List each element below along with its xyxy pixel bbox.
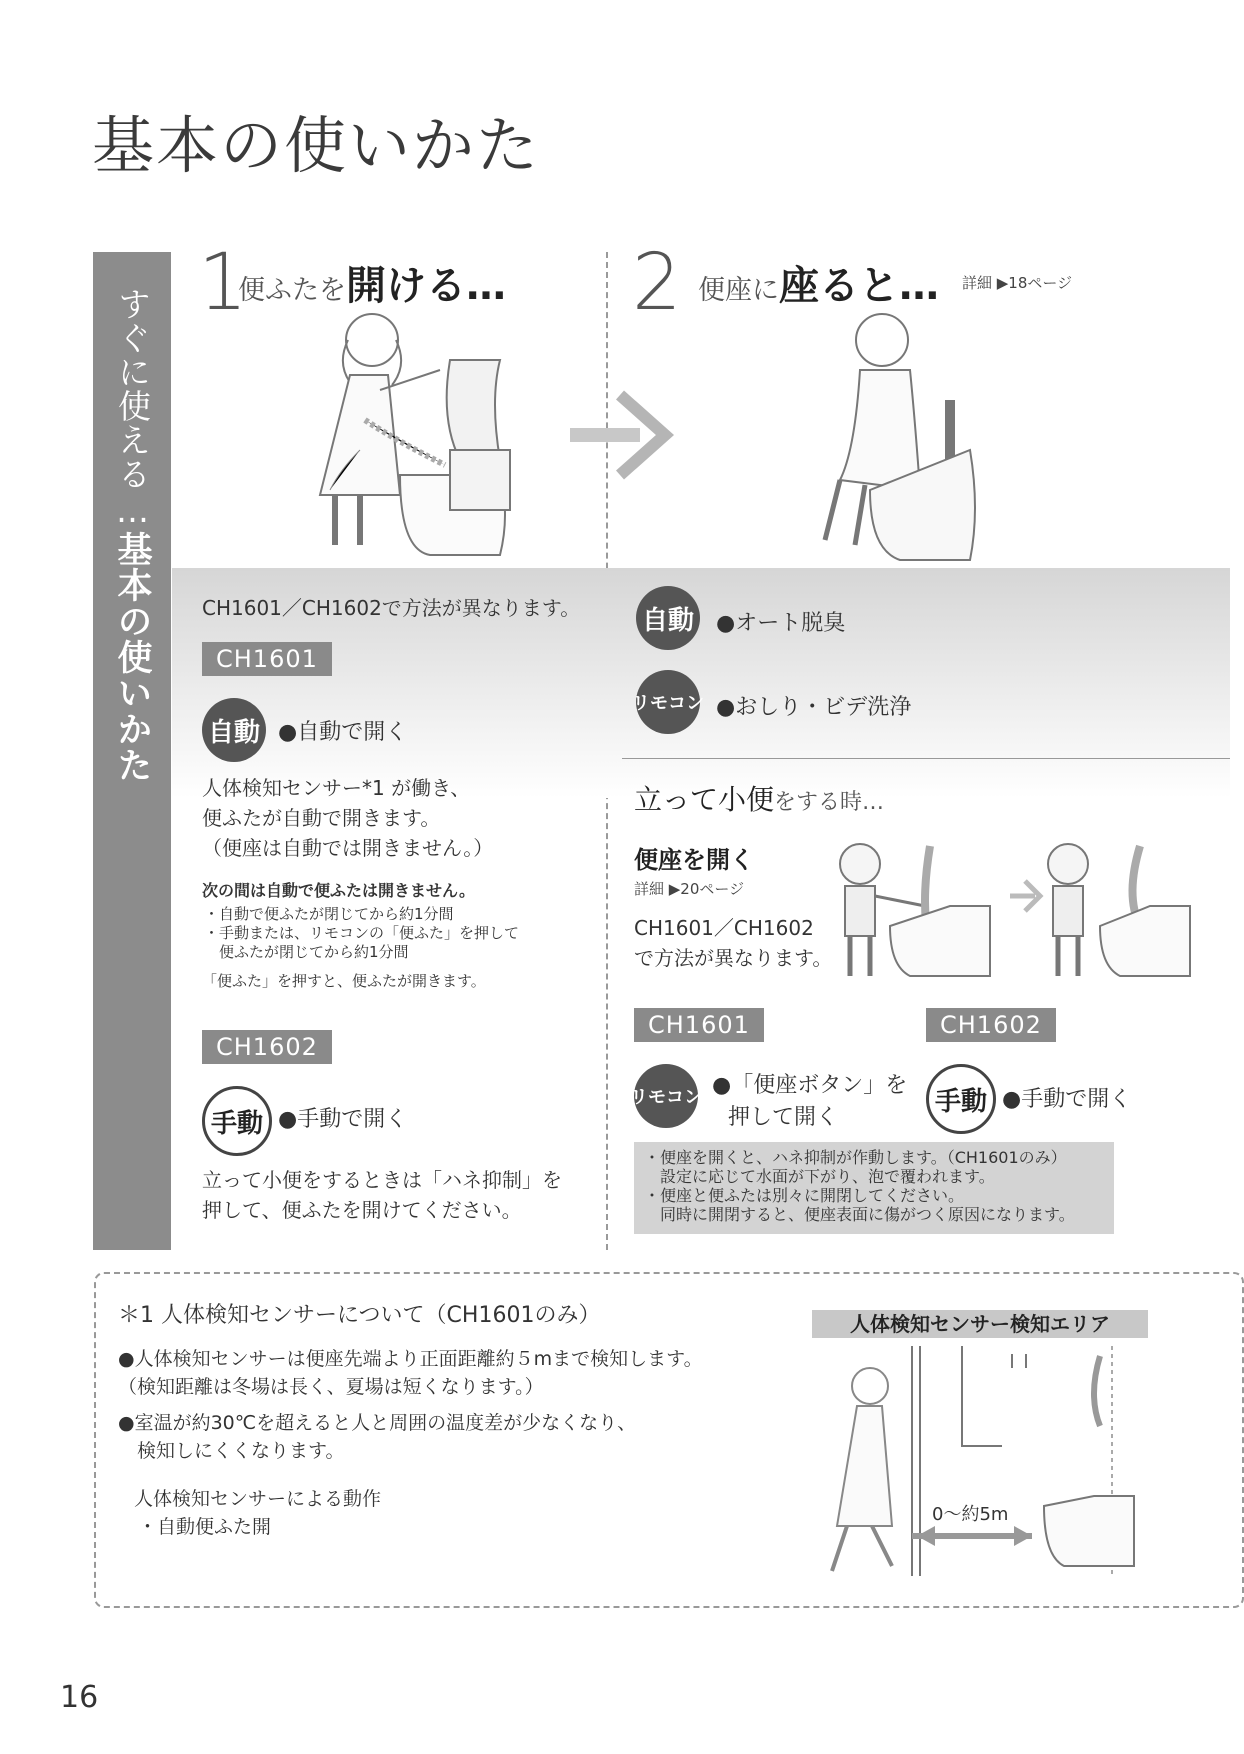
step1-number: 1 bbox=[198, 238, 248, 328]
sensor-desc-1: 人体検知センサー*1 が働き、 bbox=[202, 776, 471, 800]
page-title: 基本の使いかた bbox=[92, 109, 541, 182]
seat-button-text-2: 押して開く bbox=[728, 1105, 839, 1130]
auto-deodorize-text: ●オート脱臭 bbox=[716, 611, 846, 636]
urinate-heading-emph: 立って小便 bbox=[634, 783, 775, 816]
seat-note-4: 同時に開閉すると、便座表面に傷がつく原因になります。 bbox=[644, 1205, 1075, 1224]
step1-text: 便ふたを bbox=[238, 275, 346, 306]
arrow-right-icon bbox=[570, 390, 680, 480]
seat-note-1: ・便座を開くと、ハネ抑制が作動します。（CH1601のみ） bbox=[644, 1148, 1067, 1167]
urinate-desc-2: 押して、便ふたを開けてください。 bbox=[202, 1198, 522, 1222]
step2-detail: 詳細 ▶18ページ bbox=[962, 274, 1073, 292]
sidebar bbox=[93, 252, 171, 1250]
condition-note: 「便ふた」を押すと、便ふたが開きます。 bbox=[202, 972, 486, 990]
step2-emph: 座ると… bbox=[779, 263, 939, 309]
distance-label: 0～約5m bbox=[932, 1504, 1009, 1525]
step1-emph: 開ける… bbox=[346, 263, 506, 309]
sensor-desc-2: 便ふたが自動で開きます。 bbox=[202, 806, 441, 830]
method-note: CH1601／CH1602で方法が異なります。 bbox=[202, 596, 581, 620]
wash-text: ●おしり・ビデ洗浄 bbox=[716, 695, 912, 720]
step2-number: 2 bbox=[632, 238, 682, 328]
ch1601-badge-right: CH1601 bbox=[634, 1008, 764, 1042]
condition-title: 次の間は自動で便ふたは開きません。 bbox=[202, 881, 475, 900]
sensor-desc-3: （便座は自動では開きません。） bbox=[202, 836, 494, 860]
sensor-action-item: ・自動便ふた開 bbox=[138, 1516, 272, 1538]
sidebar-text-bold: 基本の使いかた bbox=[112, 531, 152, 783]
sidebar-label bbox=[93, 287, 171, 783]
condition-item-1: ・自動で便ふたが閉じてから約1分間 bbox=[204, 905, 454, 923]
manual-open-text: ●手動で開く bbox=[278, 1107, 408, 1132]
seat-note-3: ・便座と便ふたは別々に開閉してください。 bbox=[644, 1186, 965, 1205]
urinate-heading bbox=[634, 778, 884, 818]
footnote-bullet-3: ●室温が約30℃を超えると人と周囲の温度差が少なくなり、 bbox=[118, 1412, 637, 1434]
manual-icon-seat: 手動 bbox=[926, 1064, 996, 1134]
remote-icon: リモコン bbox=[636, 670, 700, 734]
footnote-bullet-2: （検知距離は冬場は長く、夏場は短くなります。） bbox=[118, 1376, 544, 1398]
footnote-bullet-4: 検知しにくくなります。 bbox=[118, 1440, 345, 1462]
footnote-title: ＊1 人体検知センサーについて（CH1601のみ） bbox=[118, 1303, 601, 1328]
open-seat-title: 便座を開く bbox=[634, 846, 754, 874]
seat-note-2: 設定に応じて水面が下がり、泡で覆われます。 bbox=[644, 1167, 995, 1186]
auto-open-text: ●自動で開く bbox=[278, 720, 408, 745]
right-divider bbox=[622, 758, 1230, 759]
ch1602-badge-left: CH1602 bbox=[202, 1030, 332, 1064]
footnote-bullet-1: ●人体検知センサーは便座先端より正面距離約５mまで検知します。 bbox=[118, 1348, 703, 1370]
open-seat-detail: 詳細 ▶20ページ bbox=[634, 880, 745, 898]
open-seat-note-2: で方法が異なります。 bbox=[634, 946, 833, 970]
sidebar-text-light: すぐに使える… bbox=[113, 287, 152, 531]
sensor-action-title: 人体検知センサーによる動作 bbox=[134, 1488, 382, 1510]
detection-area-illustration bbox=[812, 1346, 1148, 1586]
page-number: 16 bbox=[60, 1680, 99, 1715]
open-seat-note-1: CH1601／CH1602 bbox=[634, 916, 814, 940]
step2-text: 便座に bbox=[698, 275, 779, 306]
child-seat-illustration bbox=[830, 836, 1190, 986]
auto-icon-right: 自動 bbox=[636, 586, 700, 650]
condition-item-3: 便ふたが閉じてから約1分間 bbox=[204, 943, 409, 961]
manual-icon: 手動 bbox=[202, 1086, 272, 1156]
seat-notes-box bbox=[634, 1142, 1114, 1234]
seat-button-text-1: ●「便座ボタン」を bbox=[712, 1073, 908, 1098]
urinate-desc-1: 立って小便をするときは「ハネ抑制」を bbox=[202, 1168, 562, 1192]
condition-item-2: ・手動または、リモコンの「便ふた」を押して bbox=[204, 924, 520, 942]
sitting-illustration bbox=[800, 300, 1000, 570]
manual-seat-text: ●手動で開く bbox=[1002, 1087, 1132, 1112]
ch1602-badge-right: CH1602 bbox=[926, 1008, 1056, 1042]
auto-icon: 自動 bbox=[202, 698, 266, 762]
open-lid-illustration bbox=[290, 300, 560, 570]
remote-icon-seat: リモコン bbox=[634, 1064, 698, 1128]
ch1601-badge-left: CH1601 bbox=[202, 642, 332, 676]
detection-area-title: 人体検知センサー検知エリア bbox=[812, 1310, 1148, 1338]
urinate-heading-rest: をする時… bbox=[774, 790, 885, 815]
